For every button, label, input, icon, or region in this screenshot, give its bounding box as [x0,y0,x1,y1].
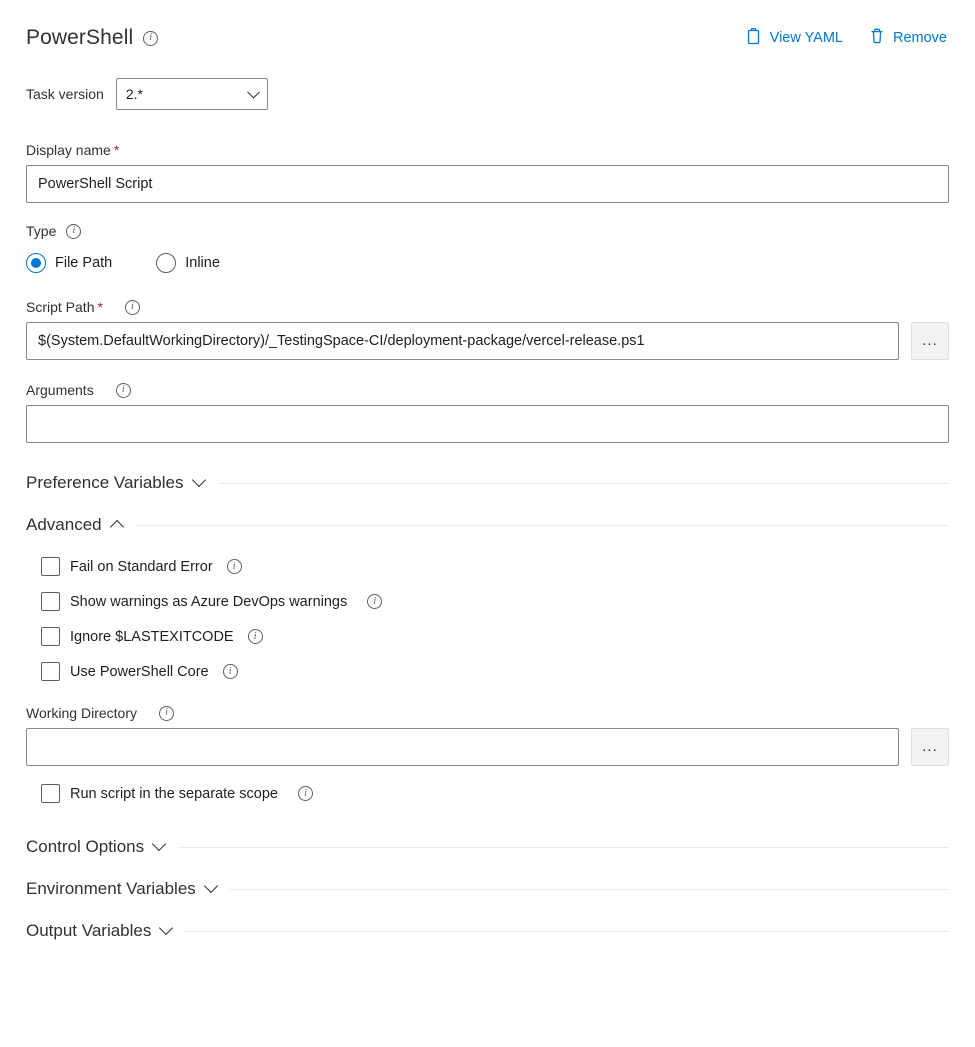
section-control-options[interactable] [26,837,949,857]
info-icon[interactable]: i [159,706,174,721]
section-advanced-title: Advanced [26,515,102,534]
script-path-label: Script Path * [26,299,103,315]
checkbox-fail-on-standard-error[interactable] [41,549,949,584]
info-icon[interactable]: i [116,383,131,398]
script-path-input[interactable] [26,322,899,360]
chevron-up-icon [110,520,124,534]
script-path-input-row [26,322,949,360]
display-name-label-row [26,142,949,158]
page-title: PowerShell [26,26,134,49]
info-icon[interactable]: i [125,300,140,315]
display-name-block [26,142,949,203]
info-icon[interactable]: i [223,664,238,679]
clipboard-icon [745,27,762,49]
section-control-options-title: Control Options [26,837,145,856]
radio-circle-icon [156,253,176,273]
task-version-select[interactable] [116,78,268,110]
working-directory-browse-button[interactable]: ... [911,728,949,766]
info-icon[interactable]: i [298,786,313,801]
divider [185,931,949,932]
working-directory-label-row [26,705,949,721]
panel-header [0,0,975,56]
info-icon[interactable]: i [143,31,158,46]
radio-inline[interactable] [156,253,220,273]
radio-file-path[interactable] [26,253,112,273]
arguments-block [26,382,949,443]
task-version-label: Task version [26,86,104,102]
section-preference-variables[interactable] [26,473,949,493]
chevron-down-icon [191,473,205,487]
radio-inline-label: Inline [185,255,220,271]
divider [218,483,950,484]
view-yaml-button[interactable] [745,27,843,49]
working-directory-input[interactable] [26,728,899,766]
panel-header-actions [745,27,947,49]
checkbox-ignore-lastexitcode[interactable] [41,619,949,654]
checkbox-icon[interactable] [41,592,60,611]
script-path-block [26,299,949,360]
chevron-down-icon [159,921,173,935]
script-path-browse-button[interactable]: ... [911,322,949,360]
divider [230,889,949,890]
section-environment-variables-title: Environment Variables [26,879,196,898]
checkbox-icon[interactable] [41,627,60,646]
type-block [26,223,949,273]
task-version-select-wrap [116,78,268,110]
checkbox-icon[interactable] [41,784,60,803]
script-path-label-row [26,299,949,315]
info-icon[interactable]: i [66,224,81,239]
checkbox-label: Show warnings as Azure DevOps warnings [70,593,348,610]
checkbox-label: Use PowerShell Core [70,663,209,680]
info-icon[interactable]: i [227,559,242,574]
section-environment-variables[interactable] [26,879,949,899]
divider [136,525,949,526]
type-radio-group [26,253,949,273]
advanced-content [26,549,949,811]
chevron-down-icon [204,879,218,893]
working-directory-block [26,705,949,766]
section-output-variables-title: Output Variables [26,921,152,940]
checkbox-label: Fail on Standard Error [70,558,213,575]
checkbox-use-powershell-core[interactable] [41,654,949,689]
divider [178,847,949,848]
section-output-variables[interactable] [26,921,949,941]
radio-file-path-label: File Path [55,255,113,271]
panel-header-left [26,26,158,50]
panel-body [0,78,975,941]
arguments-label: Arguments [26,382,94,398]
working-directory-label: Working Directory [26,705,137,721]
checkbox-icon[interactable] [41,662,60,681]
section-advanced[interactable] [26,515,949,535]
checkbox-separate-scope[interactable] [41,776,949,811]
display-name-input[interactable] [26,165,949,203]
task-version-row [26,78,949,110]
checkbox-label: Run script in the separate scope [70,785,278,802]
working-directory-input-row [26,728,949,766]
info-icon[interactable]: i [248,629,263,644]
display-name-label: Display name * [26,142,120,158]
info-icon[interactable]: i [367,594,382,609]
section-preference-variables-title: Preference Variables [26,473,184,492]
required-marker: * [113,142,120,158]
type-label: Type [26,223,57,239]
remove-label: Remove [893,30,947,46]
view-yaml-label: View YAML [769,30,843,46]
type-label-row [26,223,949,239]
checkbox-show-warnings[interactable] [41,584,949,619]
radio-circle-icon [26,253,46,273]
remove-button[interactable] [869,27,947,49]
checkbox-label: Ignore $LASTEXITCODE [70,628,234,645]
chevron-down-icon [152,837,166,851]
arguments-label-row [26,382,949,398]
checkbox-icon[interactable] [41,557,60,576]
arguments-input[interactable] [26,405,949,443]
required-marker: * [97,299,103,315]
trash-icon [869,27,885,49]
